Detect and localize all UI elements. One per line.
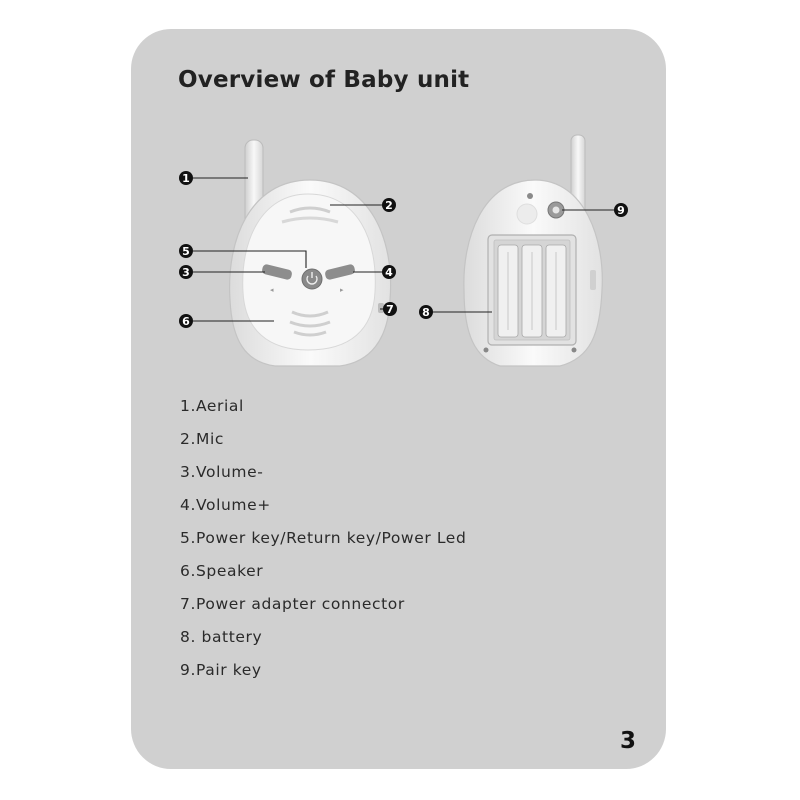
legend-item-power-adapter: 7.Power adapter connector [180, 595, 405, 613]
svg-text:2: 2 [385, 199, 393, 212]
callout-1 [179, 171, 193, 185]
svg-text:◂: ◂ [270, 286, 274, 294]
back-unit [464, 135, 602, 366]
screw-hole [527, 193, 533, 199]
callout-5 [179, 244, 193, 258]
svg-text:3: 3 [182, 266, 190, 279]
callout-3 [179, 265, 193, 279]
svg-text:9: 9 [617, 204, 625, 217]
legend-item-speaker: 6.Speaker [180, 562, 264, 580]
svg-text:7: 7 [386, 303, 394, 316]
svg-text:5: 5 [182, 245, 190, 258]
callout-8 [419, 305, 433, 319]
legend-item-aerial: 1.Aerial [180, 397, 244, 415]
callout-6 [179, 314, 193, 328]
callout-9 [614, 203, 628, 217]
svg-text:6: 6 [182, 315, 190, 328]
legend-item-volume-down: 3.Volume- [180, 463, 264, 481]
legend-item-mic: 2.Mic [180, 430, 224, 448]
page-title: Overview of Baby unit [178, 67, 470, 93]
svg-text:4: 4 [385, 266, 393, 279]
svg-text:▸: ▸ [340, 286, 344, 294]
callout-2 [382, 198, 396, 212]
page-number: 3 [620, 728, 637, 754]
svg-text:8: 8 [422, 306, 430, 319]
legend-item-volume-up: 4.Volume+ [180, 496, 271, 514]
svg-text:1: 1 [182, 172, 190, 185]
front-unit [230, 140, 391, 366]
legend-item-power-key: 5.Power key/Return key/Power Led [180, 529, 467, 547]
legend-item-pair-key: 9.Pair key [180, 661, 262, 679]
parts-legend [180, 395, 466, 692]
callout-4 [382, 265, 396, 279]
legend-item-battery: 8. battery [180, 628, 263, 646]
callout-7 [383, 302, 397, 316]
